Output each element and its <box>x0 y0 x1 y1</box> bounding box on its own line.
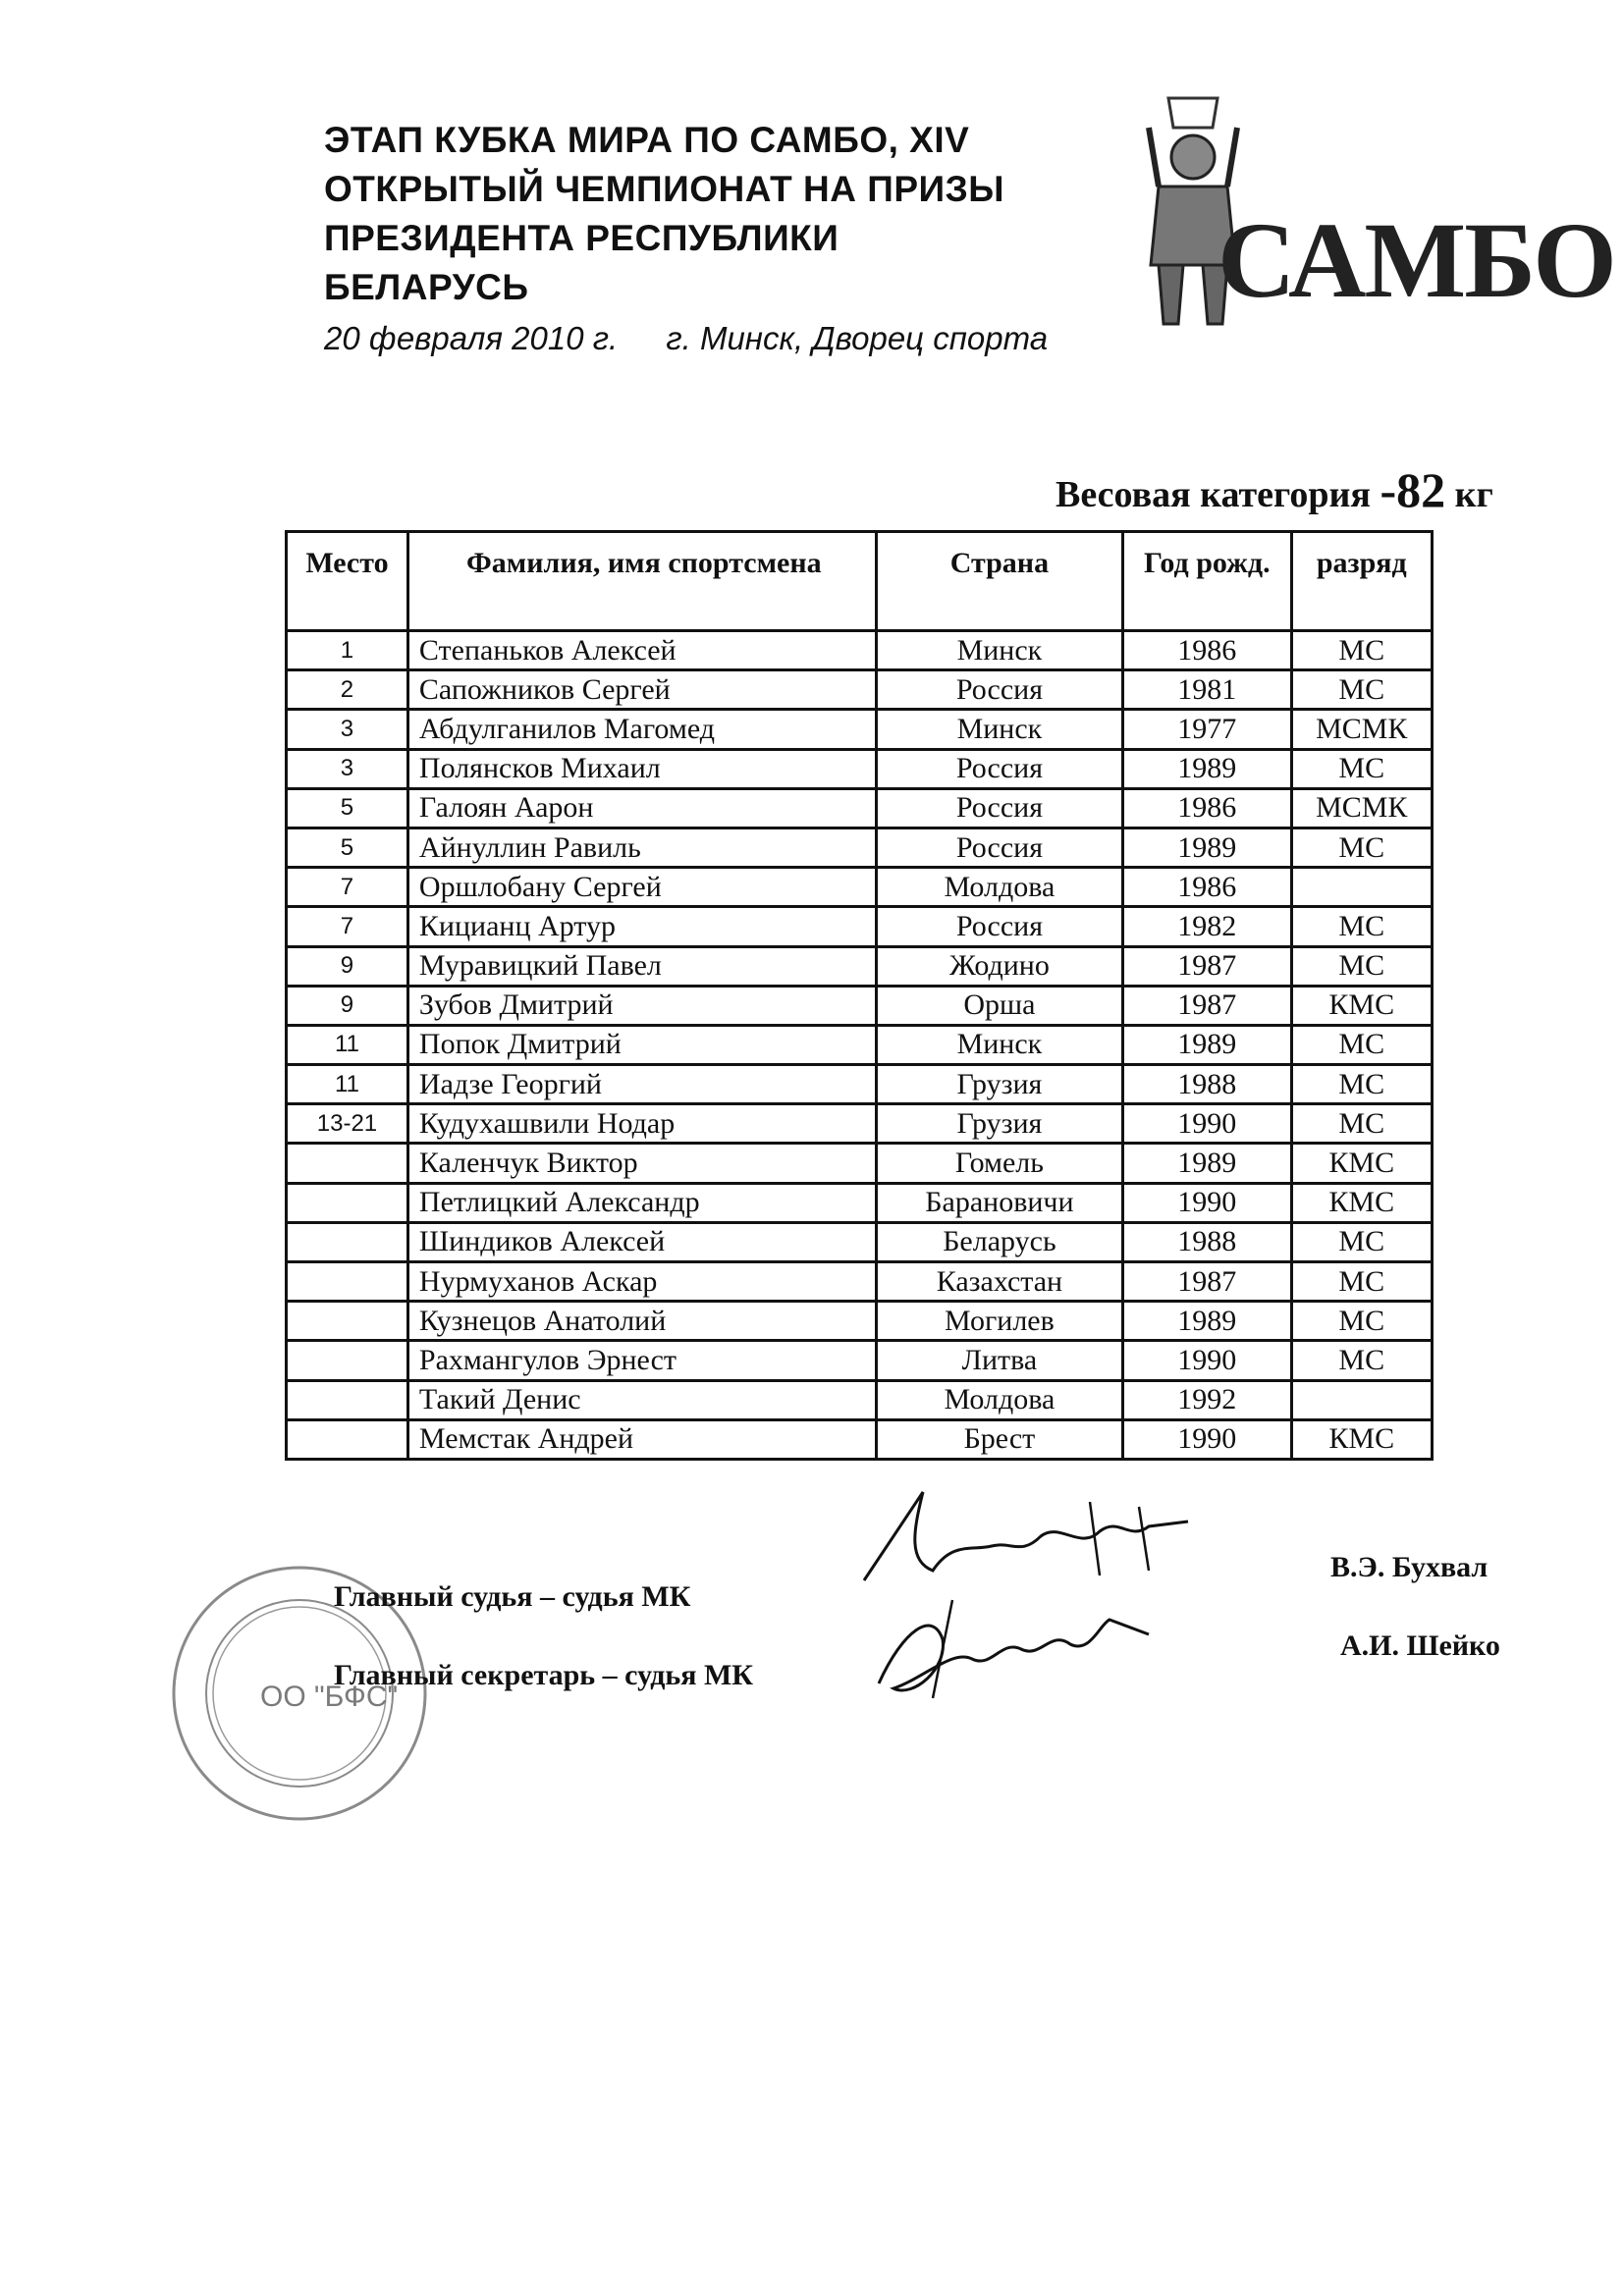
cell-country: Орша <box>876 986 1122 1025</box>
chief-secretary-name: А.И. Шейко <box>1340 1629 1500 1662</box>
cell-rank <box>1291 868 1432 907</box>
cell-year: 1988 <box>1123 1065 1291 1104</box>
event-title <box>324 116 1090 312</box>
cell-rank <box>1291 1380 1432 1419</box>
document-header <box>324 116 1090 357</box>
table-row <box>287 1183 1433 1222</box>
cell-rank: КМС <box>1291 1419 1432 1459</box>
cell-year: 1982 <box>1123 907 1291 946</box>
header-rank: разряд <box>1291 532 1432 631</box>
cell-name: Каленчук Виктор <box>407 1144 876 1183</box>
event-date-place <box>324 320 1090 357</box>
cell-rank: КМС <box>1291 1183 1432 1222</box>
table-row <box>287 946 1433 986</box>
sambo-logo <box>1129 88 1615 334</box>
title-line: ПРЕЗИДЕНТА РЕСПУБЛИКИ <box>324 218 839 258</box>
cell-name: Шиндиков Алексей <box>407 1222 876 1261</box>
cell-name: Петлицкий Александр <box>407 1183 876 1222</box>
header-name: Фамилия, имя спортсмена <box>407 532 876 631</box>
title-line: ОТКРЫТЫЙ ЧЕМПИОНАТ НА ПРИЗЫ <box>324 169 1004 209</box>
cell-year: 1990 <box>1123 1419 1291 1459</box>
cell-year: 1986 <box>1123 631 1291 670</box>
table-row <box>287 1025 1433 1064</box>
cell-place: 2 <box>287 670 408 710</box>
cell-name: Такий Денис <box>407 1380 876 1419</box>
cell-country: Жодино <box>876 946 1122 986</box>
cell-year: 1990 <box>1123 1183 1291 1222</box>
cell-country: Минск <box>876 631 1122 670</box>
cell-year: 1977 <box>1123 710 1291 749</box>
cell-year: 1989 <box>1123 828 1291 867</box>
cell-rank: КМС <box>1291 986 1432 1025</box>
cell-year: 1989 <box>1123 1025 1291 1064</box>
cell-country: Россия <box>876 788 1122 828</box>
table-row <box>287 1380 1433 1419</box>
cell-place: 13-21 <box>287 1104 408 1144</box>
table-row <box>287 1144 1433 1183</box>
cell-rank: МС <box>1291 1341 1432 1380</box>
cell-place <box>287 1380 408 1419</box>
cell-name: Зубов Дмитрий <box>407 986 876 1025</box>
cell-year: 1990 <box>1123 1341 1291 1380</box>
cell-name: Нурмуханов Аскар <box>407 1262 876 1302</box>
cell-year: 1981 <box>1123 670 1291 710</box>
cell-country: Молдова <box>876 1380 1122 1419</box>
cell-rank: МС <box>1291 1104 1432 1144</box>
cell-name: Иадзе Георгий <box>407 1065 876 1104</box>
chief-judge-role: Главный судья – судья МК <box>334 1580 691 1613</box>
cell-country: Брест <box>876 1419 1122 1459</box>
cell-place: 5 <box>287 828 408 867</box>
cell-name: Оршлобану Сергей <box>407 868 876 907</box>
event-place: г. Минск, Дворец спорта <box>666 320 1049 356</box>
cell-country: Литва <box>876 1341 1122 1380</box>
table-row <box>287 986 1433 1025</box>
logo-text: САМБО <box>1218 200 1615 320</box>
header-country: Страна <box>876 532 1122 631</box>
cell-place <box>287 1262 408 1302</box>
cell-place: 3 <box>287 710 408 749</box>
cell-year: 1989 <box>1123 749 1291 788</box>
table-row <box>287 1419 1433 1459</box>
cell-name: Кудухашвили Нодар <box>407 1104 876 1144</box>
cell-country: Россия <box>876 749 1122 788</box>
cell-country: Минск <box>876 710 1122 749</box>
cell-year: 1987 <box>1123 946 1291 986</box>
table-row <box>287 710 1433 749</box>
cell-place <box>287 1183 408 1222</box>
cell-country: Казахстан <box>876 1262 1122 1302</box>
cell-year: 1989 <box>1123 1144 1291 1183</box>
cell-place: 5 <box>287 788 408 828</box>
cell-country: Барановичи <box>876 1183 1122 1222</box>
cell-country: Грузия <box>876 1065 1122 1104</box>
cell-name: Галоян Аарон <box>407 788 876 828</box>
cell-rank: МС <box>1291 1222 1432 1261</box>
cell-name: Сапожников Сергей <box>407 670 876 710</box>
cell-country: Молдова <box>876 868 1122 907</box>
cell-name: Полянсков Михаил <box>407 749 876 788</box>
table-row <box>287 631 1433 670</box>
cell-name: Попок Дмитрий <box>407 1025 876 1064</box>
stamp-text: ОО "БФС" <box>260 1681 399 1713</box>
cell-rank: МС <box>1291 828 1432 867</box>
table-header-row <box>287 532 1433 631</box>
cell-country: Россия <box>876 828 1122 867</box>
table-row <box>287 788 1433 828</box>
cell-rank: МС <box>1291 1065 1432 1104</box>
cell-name: Рахмангулов Эрнест <box>407 1341 876 1380</box>
cell-place <box>287 1419 408 1459</box>
table-row <box>287 749 1433 788</box>
table-row <box>287 1262 1433 1302</box>
cell-place: 11 <box>287 1065 408 1104</box>
chief-judge-name: В.Э. Бухвал <box>1330 1551 1489 1583</box>
cell-place <box>287 1144 408 1183</box>
cell-year: 1989 <box>1123 1302 1291 1341</box>
title-line: ЭТАП КУБКА МИРА ПО САМБО, XIV <box>324 120 970 160</box>
cell-place: 7 <box>287 868 408 907</box>
header-place: Место <box>287 532 408 631</box>
table-row <box>287 1222 1433 1261</box>
cell-rank: МС <box>1291 946 1432 986</box>
table-row <box>287 868 1433 907</box>
table-row <box>287 670 1433 710</box>
cell-country: Россия <box>876 670 1122 710</box>
cell-place: 11 <box>287 1025 408 1064</box>
cell-rank: МС <box>1291 1025 1432 1064</box>
cell-rank: МС <box>1291 1262 1432 1302</box>
cell-country: Минск <box>876 1025 1122 1064</box>
cell-name: Айнуллин Равиль <box>407 828 876 867</box>
cell-rank: МС <box>1291 1302 1432 1341</box>
cell-name: Кузнецов Анатолий <box>407 1302 876 1341</box>
cell-name: Муравицкий Павел <box>407 946 876 986</box>
cell-place: 9 <box>287 946 408 986</box>
cell-year: 1992 <box>1123 1380 1291 1419</box>
table-row <box>287 1341 1433 1380</box>
table-row <box>287 1302 1433 1341</box>
cell-rank: КМС <box>1291 1144 1432 1183</box>
cell-place: 7 <box>287 907 408 946</box>
cell-year: 1986 <box>1123 868 1291 907</box>
cell-name: Абдулганилов Магомед <box>407 710 876 749</box>
table-row <box>287 1104 1433 1144</box>
cell-country: Гомель <box>876 1144 1122 1183</box>
cell-year: 1986 <box>1123 788 1291 828</box>
cell-name: Степаньков Алексей <box>407 631 876 670</box>
table-row <box>287 828 1433 867</box>
results-table <box>285 530 1434 1461</box>
cell-rank: МС <box>1291 631 1432 670</box>
cell-name: Мемстак Андрей <box>407 1419 876 1459</box>
header-year: Год рожд. <box>1123 532 1291 631</box>
cell-place <box>287 1222 408 1261</box>
cell-year: 1990 <box>1123 1104 1291 1144</box>
cell-place: 3 <box>287 749 408 788</box>
cell-place: 9 <box>287 986 408 1025</box>
cell-rank: МС <box>1291 670 1432 710</box>
cell-place <box>287 1341 408 1380</box>
event-date: 20 февраля 2010 г. <box>324 320 619 356</box>
cell-year: 1987 <box>1123 1262 1291 1302</box>
cell-country: Могилев <box>876 1302 1122 1341</box>
title-line: БЕЛАРУСЬ <box>324 267 529 307</box>
cell-rank: МСМК <box>1291 710 1432 749</box>
cell-year: 1987 <box>1123 986 1291 1025</box>
cell-name: Кицианц Артур <box>407 907 876 946</box>
weight-category-value: -82 <box>1380 462 1446 517</box>
cell-year: 1988 <box>1123 1222 1291 1261</box>
chief-secretary-role: Главный секретарь – судья МК <box>334 1659 754 1691</box>
cell-place <box>287 1302 408 1341</box>
cell-rank: МСМК <box>1291 788 1432 828</box>
weight-category-unit: кг <box>1454 474 1493 515</box>
cell-country: Беларусь <box>876 1222 1122 1261</box>
cell-country: Грузия <box>876 1104 1122 1144</box>
cell-country: Россия <box>876 907 1122 946</box>
cell-rank: МС <box>1291 907 1432 946</box>
results-table-body <box>287 631 1433 1460</box>
cell-rank: МС <box>1291 749 1432 788</box>
table-row <box>287 907 1433 946</box>
table-row <box>287 1065 1433 1104</box>
signatures-section <box>0 1492 1624 1787</box>
weight-category-label: Весовая категория <box>1056 474 1371 515</box>
weight-category <box>1056 461 1493 518</box>
cell-place: 1 <box>287 631 408 670</box>
